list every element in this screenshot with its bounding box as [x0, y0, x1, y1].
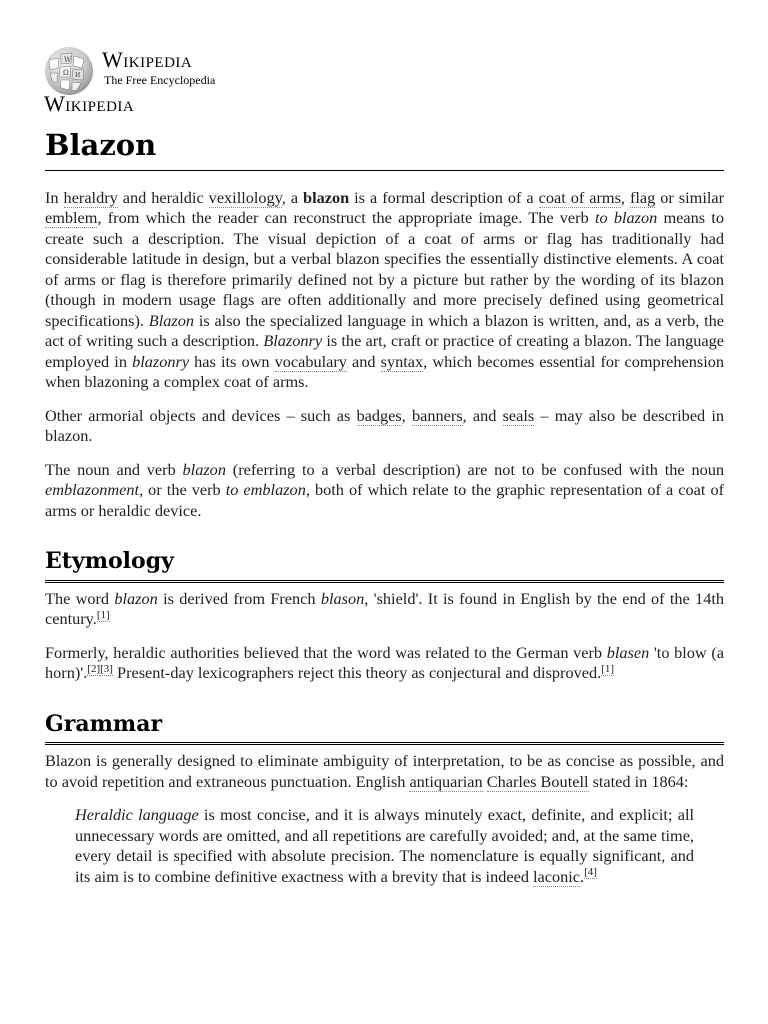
text-run: and	[346, 351, 381, 371]
article-link[interactable]: Charles Boutell	[486, 771, 589, 791]
wikipedia-wordmark-secondary[interactable]: Wikipedia	[44, 91, 135, 116]
citation-label: [3]	[100, 662, 113, 675]
grammar-paragraph-1	[45, 751, 724, 792]
text-run: , and	[462, 405, 503, 425]
text-run: Present-day lexicographers reject this theory as conjectural and disproved.	[112, 663, 602, 683]
site-header	[44, 44, 444, 116]
italic-term: blason	[320, 588, 365, 608]
text-run: or similar	[655, 187, 725, 207]
text-run: Other armorial objects and devices – such as	[45, 405, 357, 425]
wikipedia-wordmark[interactable]: Wikipedia	[102, 47, 193, 72]
article-content	[45, 128, 724, 900]
italic-term: Blazon	[148, 310, 195, 330]
italic-term: Blazonry	[263, 331, 323, 351]
text-run: ,	[620, 187, 630, 207]
etymology-paragraph-1	[45, 589, 724, 630]
text-run: has its own	[189, 351, 275, 371]
text-run: Blazon is generally designed to eliminate ambiguity of interpretation, to be as concise as possible, and to avoid repetition and extraneous punctuation. English	[45, 751, 724, 791]
text-run: is most concise, and it is always minutely exact, definite, and explicit; all unnecessary words are omitted, and all repetitions are carefully avoided; and, at the same time, every detail is specified with absolute precision. The nomenclature is equally significant, and its aim is to combine definitive exactness with a brevity that is indeed	[75, 805, 694, 886]
intro-paragraph-1	[45, 188, 724, 393]
text-run: 'to blow (a horn)'.	[45, 642, 724, 683]
text-run: is derived from French	[157, 588, 321, 608]
text-run: , or the verb	[139, 480, 226, 500]
text-run: , 'shield'. It is found in English by the end of the 14th century.	[45, 588, 725, 629]
article-link[interactable]: banners	[412, 405, 463, 425]
page-title: Blazon	[45, 128, 724, 171]
bold-term: blazon	[303, 187, 350, 207]
article-link[interactable]: antiquarian	[409, 771, 483, 791]
citation-label: [2]	[87, 662, 101, 675]
wikipedia-globe-logo[interactable]	[44, 46, 94, 96]
article-link[interactable]: flag	[629, 187, 656, 207]
section-heading-grammar: Grammar	[45, 711, 724, 745]
italic-term: to emblazon	[225, 480, 306, 500]
citation-link[interactable]	[601, 663, 614, 676]
text-run: and heraldic	[117, 187, 209, 207]
text-run: stated in 1864:	[588, 771, 689, 791]
italic-term: blazon	[114, 588, 158, 608]
italic-term: Heraldic language	[75, 805, 199, 825]
article-link[interactable]: seals	[502, 405, 535, 425]
italic-term: blazonry	[132, 351, 190, 371]
section-heading-etymology: Etymology	[45, 548, 724, 582]
intro-paragraph-3	[45, 460, 724, 522]
text-run: , from which the reader can reconstruct the appropriate image. The verb	[97, 208, 595, 228]
svg-text:W: W	[64, 56, 72, 64]
article-link[interactable]: laconic	[533, 866, 581, 886]
citation-link[interactable]	[97, 609, 110, 622]
text-run: is also the specialized language in which a blazon is written, and, as a verb, the act of writing such a description.	[45, 310, 724, 351]
article-link[interactable]: heraldry	[63, 187, 118, 207]
italic-term: emblazonment	[45, 480, 140, 500]
text-run: (referring to a verbal description) are not to be confused with the noun	[225, 459, 725, 479]
site-tagline: The Free Encyclopedia	[104, 73, 216, 87]
text-run: , which becomes essential for comprehension when blazoning a complex coat of arms.	[45, 351, 724, 392]
text-run: The word	[45, 588, 115, 608]
text-run: means to create such a description. The visual depiction of a coat of arms or flag has traditionally had considerable latitude in design, but a verbal blazon specifies the essentially distinctive elements. A coat of arms or flag is therefore primarily defined not by a picture but rather by the wording of its blazon (though in modern usage flags are often additionally and more precisely defined using geometrical specifications).	[45, 208, 724, 330]
etymology-paragraph-2	[45, 643, 724, 684]
intro-paragraph-2	[45, 406, 724, 447]
text-run: ,	[401, 405, 412, 425]
citation-link[interactable]	[100, 663, 113, 676]
text-run: , a	[281, 187, 304, 207]
text-run: is the art, craft or practice of creating a blazon. The language employed in	[45, 331, 725, 371]
text-run: – may also be described in blazon.	[45, 405, 725, 446]
italic-term: to blazon	[594, 208, 658, 228]
boutell-quote	[75, 805, 694, 887]
text-run: .	[580, 866, 585, 886]
citation-label: [1]	[601, 662, 615, 675]
text-run: Formerly, heraldic authorities believed that the word was related to the German verb	[45, 642, 607, 662]
italic-term: blazon	[182, 459, 226, 479]
text-run: is a formal description of a	[349, 187, 539, 207]
article-link[interactable]: coat of arms	[538, 187, 621, 207]
citation-link[interactable]	[87, 663, 100, 676]
italic-term: blasen	[606, 642, 650, 662]
article-link[interactable]: vocabulary	[274, 351, 347, 371]
text-run: The noun and verb	[45, 459, 183, 479]
text-run: , both of which relate to the graphic representation of a coat of arms or heraldic device.	[45, 480, 725, 520]
article-link[interactable]: badges	[356, 405, 402, 425]
article-link[interactable]: emblem	[45, 208, 98, 228]
citation-link[interactable]	[584, 866, 597, 879]
article-link[interactable]: syntax	[380, 351, 424, 371]
article-link[interactable]: vexillology	[208, 187, 282, 207]
citation-label: [1]	[96, 608, 110, 621]
svg-text:Ω: Ω	[63, 69, 69, 77]
text-run: In	[45, 187, 64, 207]
svg-text:И: И	[75, 72, 81, 79]
citation-label: [4]	[584, 866, 597, 879]
